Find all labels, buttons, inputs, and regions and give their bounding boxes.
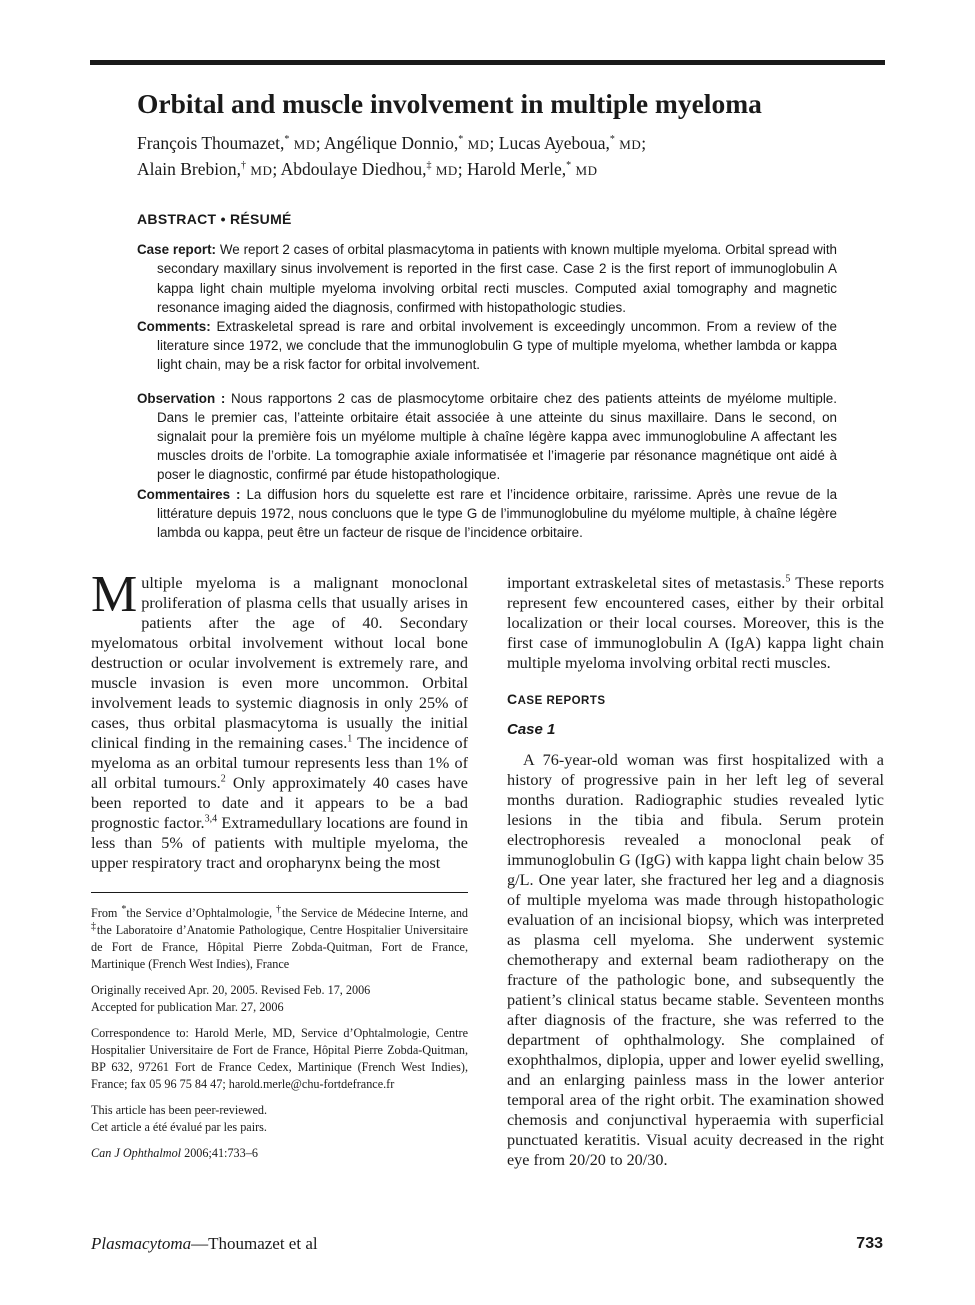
affiliations <box>91 905 468 973</box>
author-name: Abdoulaye Diedhou, <box>280 159 427 179</box>
author-degree: MD <box>435 163 458 178</box>
received-date: Originally received Apr. 20, 2005. Revised Feb. 17, 2006 <box>91 983 371 997</box>
journal-name: Can J Ophthalmol <box>91 1146 182 1160</box>
peer-review-note-fr: Cet article a été évalué par les pairs. <box>91 1120 267 1134</box>
author-separator: ; <box>489 133 495 153</box>
author-separator: ; <box>272 159 278 179</box>
resume-label: Commentaires : <box>137 486 241 502</box>
citation-ref: 2006;41:733–6 <box>181 1146 258 1160</box>
author-name: Angélique Donnio, <box>324 133 459 153</box>
reference-mark: 3,4 <box>204 813 218 825</box>
abstract-label: Comments: <box>137 319 211 335</box>
top-rule <box>90 60 885 65</box>
abstract-paragraph <box>137 240 837 317</box>
affiliation-mark: * <box>609 134 615 146</box>
body-text: important extraskeletal sites of metastasis. <box>507 574 786 592</box>
body-column-right <box>507 573 884 1170</box>
footnote-text: the Service de Médecine Interne, and <box>282 906 469 920</box>
author-degree: MD <box>619 137 642 152</box>
subsection-heading-case-1: Case 1 <box>507 721 556 738</box>
affiliation-mark: † <box>276 903 282 915</box>
author-name: Alain Brebion, <box>137 159 242 179</box>
body-text: ultiple myeloma is a malignant monoclonal proliferation of plasma cells that usually arises in patients after the age of 40. Secondary myelomatous orbital involvement without local bone destruction or ocular involvement is extremely rare, and muscle invasion is even more uncommon. Orbital involvement leads to systemic diagnosis in only 25% of cases, thus orbital plasmacytoma is usually the initial clinical finding in the remaining cases. <box>91 574 468 752</box>
resume-paragraph <box>137 485 837 543</box>
body-text: These reports represent few encountered cases, either by their orbital localization or their local courses. Moreover, this is the first case of immunoglobulin A (IgA) kappa light chain multiple myeloma involving orbital recti muscles. <box>507 574 885 672</box>
drop-cap: M <box>91 566 138 623</box>
author-name: Lucas Ayeboua, <box>498 133 610 153</box>
author-degree: MD <box>293 137 316 152</box>
affiliation-mark: † <box>241 160 247 172</box>
abstract-block <box>137 210 837 542</box>
abstract-text: We report 2 cases of orbital plasmacytoma in patients with known multiple myeloma. Orbital spread with secondary maxillary sinus involvement is reported in the first case. Case 2 is the first report of immunoglobulin A kappa light chain multiple myeloma involving orbital recti muscles. Computed axial tomography and magnetic resonance imaging aided the diagnosis, confirmed with histopathologic studies. <box>157 242 837 315</box>
footnotes <box>91 905 468 1171</box>
affiliation-mark: * <box>566 160 572 172</box>
article-title: Orbital and muscle involvement in multiple myeloma <box>137 88 762 119</box>
author-name: François Thoumazet, <box>137 133 285 153</box>
accepted-date: Accepted for publication Mar. 27, 2006 <box>91 1000 284 1014</box>
abstract-paragraph <box>137 317 837 375</box>
correspondence: Correspondence to: Harold Merle, MD, Service d’Ophtalmologie, Centre Hospitalier Universitaire de Fort de France, Hôpital Pierre Zobda-Quitman, BP 632, 97261 Fort de France Cedex, Martinique (French West Indies), France; fax 05 96 75 84 47; harold.merle@chu-fortdefrance.fr <box>91 1026 468 1091</box>
abstract-spacer <box>137 375 837 389</box>
abstract-text: Extraskeletal spread is rare and orbital involvement is exceedingly uncommon. From a review of the literature since 1972, we conclude that the immunoglobulin G type of multiple myeloma, whether lambda or kappa light chain, may be a risk factor for orbital involvement. <box>157 319 837 373</box>
resume-text: Nous rapportons 2 cas de plasmocytome orbitaire chez des patients atteints de myélome multiple. Dans le premier cas, l’atteinte orbitaire était associée à une atteinte du sinus maxillaire. Dans le second, on signalait pour la première fois un myélome multiple à chaîne légère kappa avec immunoglobuline A affectant les muscles droits de l’orbite. La tomographie axiale informatisée et l’imagerie par résonance magnétique ont aidé à poser le diagnostic, confirmé par étude histopathologique. <box>157 390 837 483</box>
citation <box>91 1145 468 1162</box>
author-separator: ; <box>315 133 321 153</box>
body-text: The incidence of myeloma as an orbital tumour represents less than 1% of all orbital tumours. <box>91 734 469 792</box>
reference-mark: 1 <box>347 733 353 745</box>
affiliation-mark: * <box>284 134 290 146</box>
author-degree: MD <box>250 163 273 178</box>
author-separator: ; <box>641 133 647 153</box>
resume-text: La diffusion hors du squelette est rare et l’incidence orbitaire, rarissime. Après une revue de la littérature depuis 1972, nous concluons que le type G de l’immunoglobuline du myélome multiple, à chaîne légère lambda ou kappa, peut être un facteur de risque de l’incidence orbitaire. <box>157 486 838 541</box>
reference-mark: 5 <box>785 573 791 585</box>
running-head <box>91 1233 318 1255</box>
author-degree: MD <box>467 137 490 152</box>
abstract-label: Case report: <box>137 242 217 258</box>
affiliation-mark: ‡ <box>91 920 97 932</box>
body-column-left <box>91 566 469 873</box>
section-heading-case-reports <box>507 689 884 711</box>
footnote-text: From <box>91 906 122 920</box>
resume-label: Observation : <box>137 390 226 406</box>
author-name: Harold Merle, <box>467 159 567 179</box>
author-list <box>137 131 817 183</box>
body-text: Only approximately 40 cases have been reported to date and it appears to be a bad prognostic factor. <box>91 774 468 832</box>
author-separator: ; <box>457 159 463 179</box>
running-head-topic: Plasmacytoma <box>91 1234 192 1253</box>
intro-paragraph <box>91 566 469 873</box>
peer-review-note-en: This article has been peer-reviewed. <box>91 1103 268 1117</box>
affiliation-mark: ‡ <box>426 160 432 172</box>
heading-rest: ASE REPORTS <box>517 695 606 707</box>
footnote-rule <box>91 892 468 893</box>
abstract-heading: ABSTRACT • RÉSUMÉ <box>137 211 292 227</box>
body-text: Extramedullary locations are found in less than 5% of patients with multiple myeloma, the upper respiratory tract and oropharynx being the most <box>91 814 468 872</box>
author-line-2 <box>137 157 817 183</box>
affiliation-mark: * <box>458 134 464 146</box>
page-number: 733 <box>856 1235 883 1252</box>
footnote-text: the Service d’Ophtalmologie, <box>126 906 277 920</box>
author-degree: MD <box>575 163 598 178</box>
footnote-text: the Laboratoire d’Anatomie Pathologique, Centre Hospitalier Universitaire de Fort de France, Hôpital Pierre Zobda-Quitman, Fort de France, Martinique (French West Indies), France <box>91 923 469 971</box>
running-head-authors: —Thoumazet et al <box>191 1234 318 1253</box>
author-line-1 <box>137 131 817 157</box>
heading-initial: C <box>507 691 518 707</box>
resume-paragraph <box>137 389 837 485</box>
reference-mark: 2 <box>220 773 226 785</box>
intro-continuation <box>507 573 884 673</box>
case1-paragraph: A 76-year-old woman was first hospitalized with a history of progressive pain in her left leg of several months duration. Radiographic studies revealed lytic lesions in the tibia and fibula. Serum protein electrophoresis revealed a monoclonal peak of immunoglobulin G (IgG) with kappa light chain below 35 g/L. One year later, she fractured her leg and a diagnosis of multiple myeloma was made through histopathologic evaluation of an incisional biopsy, which was interpreted as plasma cell myeloma. She underwent systemic chemotherapy and external beam radiotherapy on the fracture of the pathologic bone, and subsequently the patient’s clinical status became stable. Seventeen months after diagnosis of the fracture, she was referred to the department of ophthalmology. She complained of exophthalmos, diplopia, upper and lower eyelid swelling, and an enlarging painless mass in the lower anterior temporal area of the right orbit. The examination showed chemosis and conjunctival hyperaemia with superficial punctuated keratitis. Visual acuity decreased in the right eye from 20/20 to 20/30. <box>507 751 884 1169</box>
affiliation-mark: * <box>121 903 127 915</box>
